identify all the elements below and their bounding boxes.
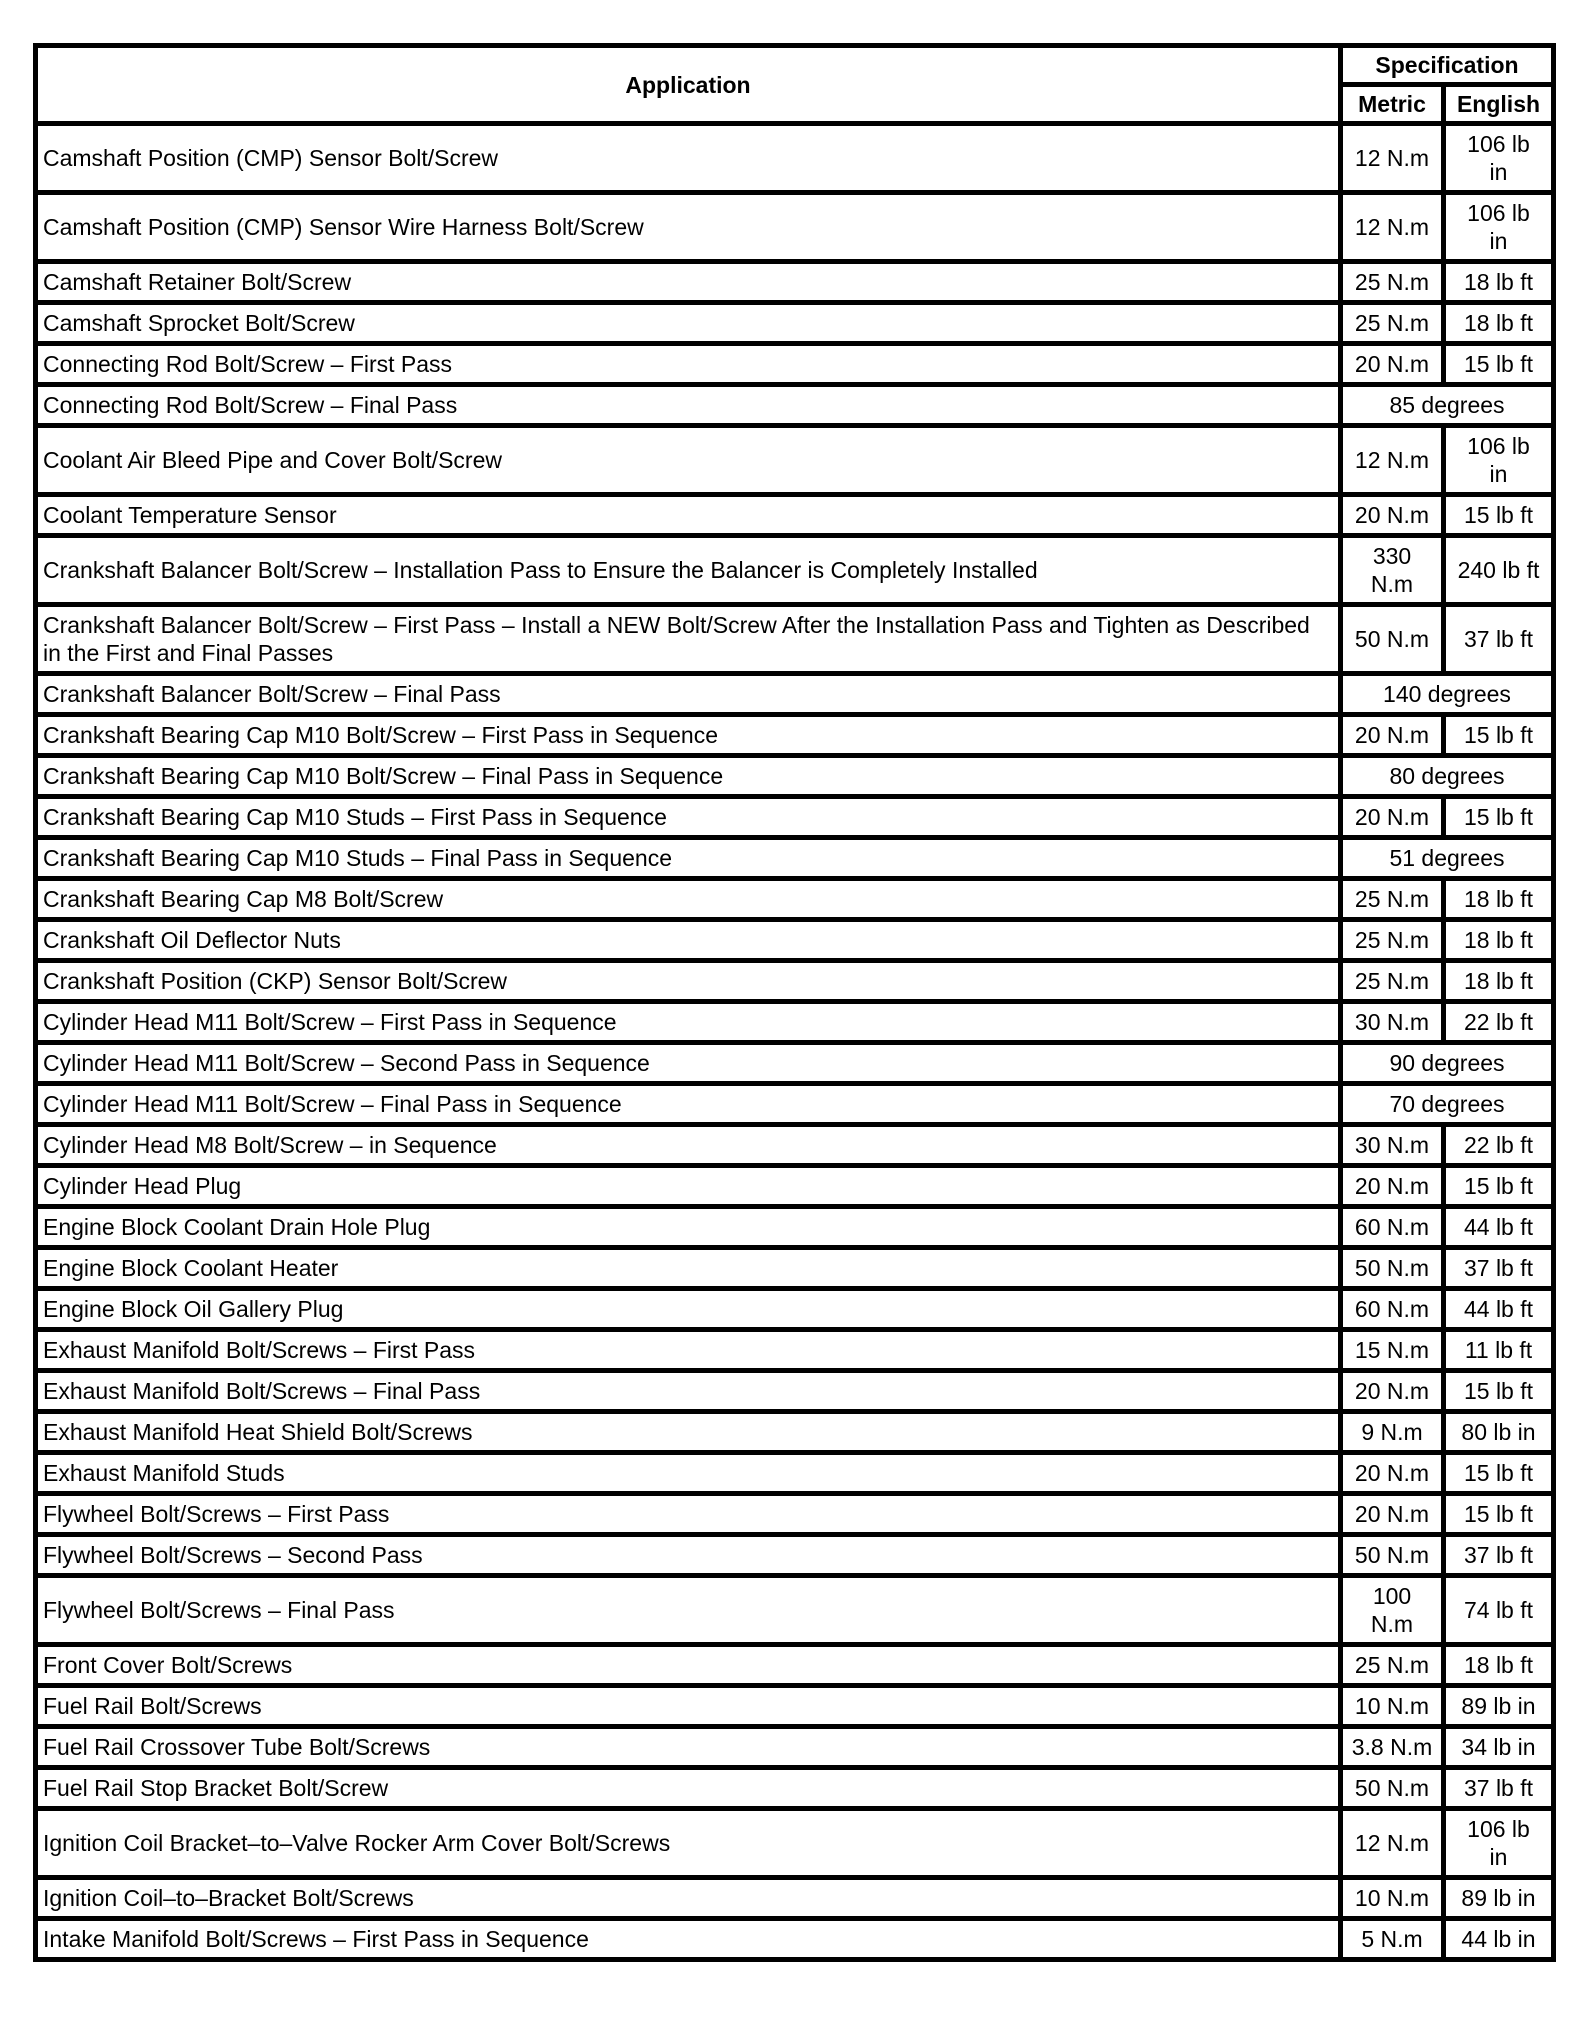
table-row [36,920,1554,961]
metric-cell-text: 60 N.m [1354,1214,1430,1240]
table-row [36,1645,1554,1686]
table-row [36,1125,1554,1166]
application-cell: Cylinder Head M11 Bolt/Screw – Final Pass in Sequence [36,1084,1341,1125]
table-body [36,124,1554,1960]
metric-cell-text: 25 N.m [1354,927,1430,953]
application-cell: Coolant Temperature Sensor [36,495,1341,536]
metric-cell [1341,1289,1444,1330]
application-cell: Flywheel Bolt/Screws – Final Pass [36,1576,1341,1645]
table-row [36,1412,1554,1453]
table-row [36,715,1554,756]
application-cell: Camshaft Position (CMP) Sensor Wire Harness Bolt/Screw [36,193,1341,262]
english-cell-text: 44 lb ft [1463,1296,1534,1322]
table-row [36,1248,1554,1289]
application-cell: Coolant Air Bleed Pipe and Cover Bolt/Screw [36,426,1341,495]
english-cell [1444,1535,1554,1576]
table-row [36,124,1554,193]
application-cell: Camshaft Retainer Bolt/Screw [36,262,1341,303]
metric-cell [1341,1809,1444,1878]
english-cell [1444,879,1554,920]
application-cell: Crankshaft Bearing Cap M10 Bolt/Screw – Final Pass in Sequence [36,756,1341,797]
english-cell [1444,1645,1554,1686]
metric-cell-text: 10 N.m [1354,1693,1430,1719]
application-cell: Crankshaft Position (CKP) Sensor Bolt/Screw [36,961,1341,1002]
metric-cell [1341,1330,1444,1371]
header-application: Application [36,46,1341,124]
english-cell-text: 18 lb ft [1463,927,1534,953]
metric-cell-text: 330 N.m [1370,543,1414,597]
metric-cell [1341,1768,1444,1809]
table-row [36,344,1554,385]
english-cell-text: 106 lb in [1467,131,1530,185]
metric-cell [1341,1645,1444,1686]
english-cell-text: 37 lb ft [1463,626,1534,652]
application-cell: Exhaust Manifold Bolt/Screws – Final Pass [36,1371,1341,1412]
metric-cell-text: 50 N.m [1354,1542,1430,1568]
table-row [36,674,1554,715]
table-row [36,1576,1554,1645]
english-cell-text: 15 lb ft [1463,722,1534,748]
metric-cell-text: 25 N.m [1354,1652,1430,1678]
table-row [36,961,1554,1002]
metric-cell-text: 20 N.m [1354,1378,1430,1404]
english-cell [1444,1412,1554,1453]
english-cell [1444,124,1554,193]
english-cell [1444,1576,1554,1645]
english-cell-text: 22 lb ft [1463,1132,1534,1158]
english-cell [1444,961,1554,1002]
english-cell-text: 15 lb ft [1463,1378,1534,1404]
application-cell: Cylinder Head M11 Bolt/Screw – First Pass in Sequence [36,1002,1341,1043]
table-row [36,385,1554,426]
header-metric: Metric [1341,85,1444,124]
table-row [36,1809,1554,1878]
table-row [36,605,1554,674]
english-cell [1444,1002,1554,1043]
application-cell: Flywheel Bolt/Screws – First Pass [36,1494,1341,1535]
english-cell-text: 106 lb in [1467,200,1530,254]
english-cell-text: 18 lb ft [1463,968,1534,994]
angle-spec-cell-text: 80 degrees [1389,763,1505,789]
application-cell: Flywheel Bolt/Screws – Second Pass [36,1535,1341,1576]
metric-cell [1341,344,1444,385]
table-row [36,536,1554,605]
metric-cell [1341,495,1444,536]
angle-spec-cell [1341,674,1554,715]
table-row [36,1207,1554,1248]
table-row [36,1002,1554,1043]
table-row [36,1727,1554,1768]
metric-cell [1341,193,1444,262]
metric-cell [1341,1207,1444,1248]
metric-cell-text: 25 N.m [1354,310,1430,336]
table-row [36,1878,1554,1919]
table-row [36,1686,1554,1727]
application-cell: Crankshaft Bearing Cap M8 Bolt/Screw [36,879,1341,920]
metric-cell-text: 60 N.m [1354,1296,1430,1322]
angle-spec-cell-text: 70 degrees [1389,1091,1505,1117]
application-cell: Ignition Coil Bracket–to–Valve Rocker Arm Cover Bolt/Screws [36,1809,1341,1878]
table-row [36,838,1554,879]
english-cell [1444,1809,1554,1878]
application-cell: Connecting Rod Bolt/Screw – First Pass [36,344,1341,385]
metric-cell [1341,124,1444,193]
metric-cell-text: 10 N.m [1354,1885,1430,1911]
application-cell: Exhaust Manifold Studs [36,1453,1341,1494]
english-cell [1444,193,1554,262]
english-cell-text: 37 lb ft [1463,1255,1534,1281]
english-cell-text: 106 lb in [1467,433,1530,487]
english-cell [1444,1878,1554,1919]
angle-spec-cell-text: 140 degrees [1383,681,1511,707]
table-row [36,1166,1554,1207]
english-cell-text: 74 lb ft [1463,1597,1534,1623]
angle-spec-cell [1341,838,1554,879]
table-row [36,797,1554,838]
table-row [36,1535,1554,1576]
metric-cell-text: 25 N.m [1354,886,1430,912]
metric-cell-text: 9 N.m [1361,1419,1423,1445]
application-cell: Fuel Rail Bolt/Screws [36,1686,1341,1727]
metric-cell-text: 50 N.m [1354,626,1430,652]
metric-cell [1341,1412,1444,1453]
metric-cell [1341,1727,1444,1768]
english-cell [1444,1330,1554,1371]
torque-specification-table [33,43,1556,1962]
english-cell [1444,1125,1554,1166]
english-cell [1444,920,1554,961]
angle-spec-cell [1341,385,1554,426]
metric-cell [1341,426,1444,495]
english-cell [1444,1371,1554,1412]
angle-spec-cell-text: 85 degrees [1389,392,1505,418]
metric-cell-text: 25 N.m [1354,269,1430,295]
english-cell-text: 18 lb ft [1463,269,1534,295]
english-cell [1444,797,1554,838]
metric-cell [1341,303,1444,344]
table-row [36,1919,1554,1960]
metric-cell-text: 100 N.m [1370,1583,1414,1637]
metric-cell [1341,797,1444,838]
table-row [36,756,1554,797]
metric-cell [1341,879,1444,920]
angle-spec-cell-text: 90 degrees [1389,1050,1505,1076]
english-cell [1444,495,1554,536]
metric-cell [1341,1494,1444,1535]
table-row [36,193,1554,262]
table-row [36,426,1554,495]
application-cell: Fuel Rail Crossover Tube Bolt/Screws [36,1727,1341,1768]
english-cell-text: 15 lb ft [1463,1173,1534,1199]
metric-cell [1341,1576,1444,1645]
metric-cell [1341,1125,1444,1166]
table-row [36,1330,1554,1371]
english-cell-text: 89 lb in [1461,1693,1536,1719]
table-row [36,1289,1554,1330]
application-cell: Crankshaft Balancer Bolt/Screw – Installation Pass to Ensure the Balancer is Completely Installed [36,536,1341,605]
english-cell [1444,426,1554,495]
english-cell [1444,536,1554,605]
table-row [36,1043,1554,1084]
application-cell: Crankshaft Oil Deflector Nuts [36,920,1341,961]
metric-cell [1341,1166,1444,1207]
metric-cell-text: 20 N.m [1354,722,1430,748]
application-cell: Front Cover Bolt/Screws [36,1645,1341,1686]
table-row [36,1768,1554,1809]
header-specification: Specification [1341,46,1554,85]
application-cell: Cylinder Head M8 Bolt/Screw – in Sequence [36,1125,1341,1166]
metric-cell [1341,1878,1444,1919]
table-row [36,262,1554,303]
application-cell: Crankshaft Bearing Cap M10 Studs – First Pass in Sequence [36,797,1341,838]
english-cell [1444,303,1554,344]
table-row [36,1494,1554,1535]
application-cell: Camshaft Position (CMP) Sensor Bolt/Screw [36,124,1341,193]
application-cell: Ignition Coil–to–Bracket Bolt/Screws [36,1878,1341,1919]
application-cell: Engine Block Coolant Drain Hole Plug [36,1207,1341,1248]
metric-cell-text: 12 N.m [1354,447,1430,473]
table-row [36,1371,1554,1412]
table-row [36,1453,1554,1494]
metric-cell-text: 50 N.m [1354,1775,1430,1801]
application-cell: Fuel Rail Stop Bracket Bolt/Screw [36,1768,1341,1809]
english-cell-text: 18 lb ft [1463,1652,1534,1678]
angle-spec-cell-text: 51 degrees [1389,845,1505,871]
table-row [36,303,1554,344]
english-cell [1444,1248,1554,1289]
english-cell-text: 15 lb ft [1463,1501,1534,1527]
metric-cell [1341,536,1444,605]
application-cell: Engine Block Oil Gallery Plug [36,1289,1341,1330]
english-cell-text: 37 lb ft [1463,1542,1534,1568]
english-cell-text: 34 lb in [1461,1734,1536,1760]
english-cell-text: 80 lb in [1461,1419,1536,1445]
metric-cell [1341,1453,1444,1494]
metric-cell-text: 50 N.m [1354,1255,1430,1281]
english-cell-text: 15 lb ft [1463,351,1534,377]
english-cell-text: 44 lb ft [1463,1214,1534,1240]
application-cell: Connecting Rod Bolt/Screw – Final Pass [36,385,1341,426]
metric-cell-text: 20 N.m [1354,502,1430,528]
application-cell: Engine Block Coolant Heater [36,1248,1341,1289]
english-cell [1444,1727,1554,1768]
metric-cell-text: 12 N.m [1354,1830,1430,1856]
english-cell-text: 18 lb ft [1463,886,1534,912]
metric-cell-text: 30 N.m [1354,1132,1430,1158]
metric-cell-text: 20 N.m [1354,804,1430,830]
english-cell-text: 22 lb ft [1463,1009,1534,1035]
application-cell: Cylinder Head Plug [36,1166,1341,1207]
english-cell-text: 15 lb ft [1463,1460,1534,1486]
metric-cell-text: 3.8 N.m [1351,1734,1433,1760]
metric-cell [1341,715,1444,756]
english-cell [1444,262,1554,303]
metric-cell [1341,961,1444,1002]
metric-cell [1341,262,1444,303]
application-cell: Exhaust Manifold Heat Shield Bolt/Screws [36,1412,1341,1453]
metric-cell [1341,920,1444,961]
english-cell [1444,605,1554,674]
application-cell: Crankshaft Bearing Cap M10 Studs – Final Pass in Sequence [36,838,1341,879]
metric-cell-text: 12 N.m [1354,145,1430,171]
english-cell-text: 15 lb ft [1463,804,1534,830]
english-cell-text: 240 lb ft [1457,557,1540,583]
english-cell-text: 106 lb in [1467,1816,1530,1870]
english-cell-text: 11 lb ft [1464,1337,1533,1363]
metric-cell-text: 15 N.m [1354,1337,1430,1363]
metric-cell-text: 30 N.m [1354,1009,1430,1035]
english-cell [1444,1289,1554,1330]
metric-cell-text: 20 N.m [1354,1460,1430,1486]
application-cell: Intake Manifold Bolt/Screws – First Pass in Sequence [36,1919,1341,1960]
angle-spec-cell [1341,756,1554,797]
application-cell: Cylinder Head M11 Bolt/Screw – Second Pass in Sequence [36,1043,1341,1084]
metric-cell-text: 5 N.m [1361,1926,1423,1952]
english-cell [1444,344,1554,385]
metric-cell-text: 25 N.m [1354,968,1430,994]
metric-cell [1341,1002,1444,1043]
metric-cell-text: 20 N.m [1354,1501,1430,1527]
metric-cell [1341,1686,1444,1727]
application-cell: Crankshaft Balancer Bolt/Screw – Final Pass [36,674,1341,715]
metric-cell-text: 20 N.m [1354,1173,1430,1199]
english-cell [1444,1453,1554,1494]
english-cell-text: 37 lb ft [1463,1775,1534,1801]
table-row [36,1084,1554,1125]
metric-cell [1341,1919,1444,1960]
english-cell-text: 44 lb in [1461,1926,1536,1952]
metric-cell [1341,1248,1444,1289]
table-row [36,495,1554,536]
application-cell: Exhaust Manifold Bolt/Screws – First Pass [36,1330,1341,1371]
metric-cell-text: 20 N.m [1354,351,1430,377]
application-cell: Camshaft Sprocket Bolt/Screw [36,303,1341,344]
english-cell-text: 15 lb ft [1463,502,1534,528]
metric-cell [1341,1371,1444,1412]
metric-cell [1341,1535,1444,1576]
application-cell: Crankshaft Bearing Cap M10 Bolt/Screw – First Pass in Sequence [36,715,1341,756]
metric-cell [1341,605,1444,674]
angle-spec-cell [1341,1084,1554,1125]
english-cell [1444,1686,1554,1727]
english-cell [1444,1919,1554,1960]
english-cell [1444,1166,1554,1207]
angle-spec-cell [1341,1043,1554,1084]
english-cell-text: 18 lb ft [1463,310,1534,336]
english-cell [1444,715,1554,756]
header-english: English [1444,85,1554,124]
english-cell [1444,1207,1554,1248]
metric-cell-text: 12 N.m [1354,214,1430,240]
english-cell [1444,1768,1554,1809]
application-cell: Crankshaft Balancer Bolt/Screw – First Pass – Install a NEW Bolt/Screw After the Installation Pass and Tighten as Described in the First and Final Passes [36,605,1341,674]
table-row [36,879,1554,920]
english-cell-text: 89 lb in [1461,1885,1536,1911]
english-cell [1444,1494,1554,1535]
